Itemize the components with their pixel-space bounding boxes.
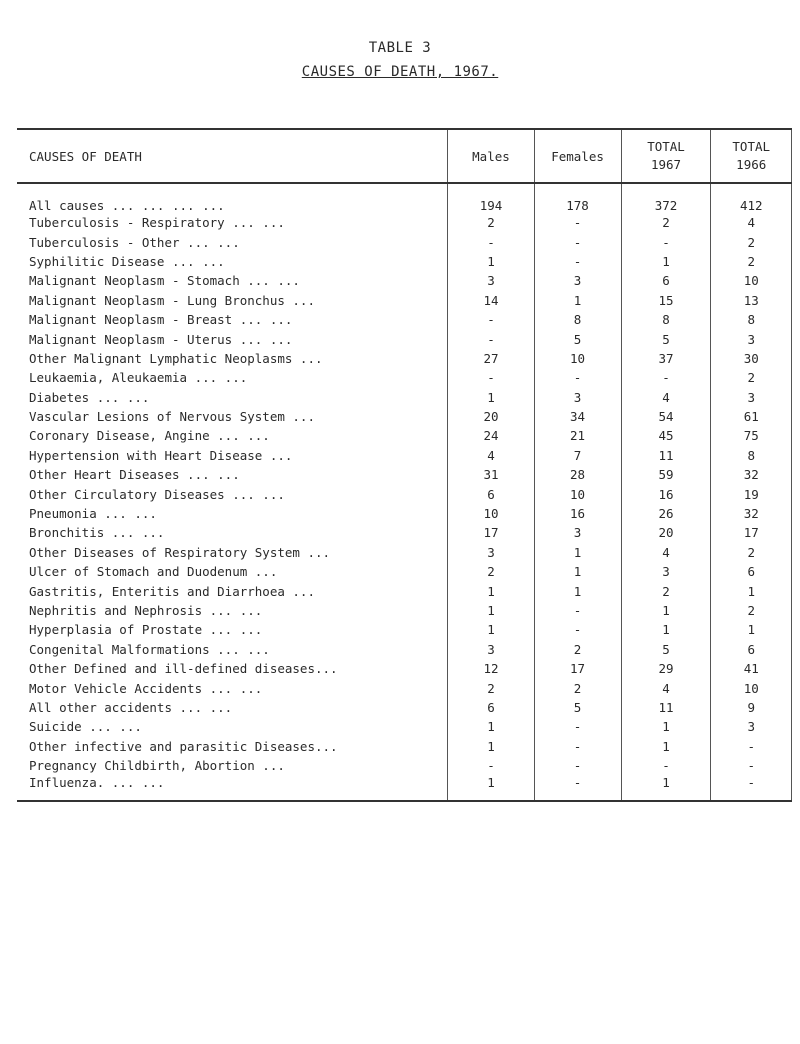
total-1967-cell: 1 [621,737,711,756]
females-cell: 2 [534,678,621,697]
males-cell: 6 [448,698,534,717]
cause-cell: Gastritis, Enteritis and Diarrhoea ... [29,583,315,599]
cause-cell: Pneumonia ... ... [29,506,157,522]
females-cell: 21 [534,426,621,445]
females-cell: 1 [534,291,621,310]
females-cell: - [534,756,621,775]
total-1966-cell: 1 [711,620,792,639]
table-row [17,601,792,620]
total-1966-cell: - [711,775,792,801]
males-cell: 1 [448,737,534,756]
total-1966-cell: 10 [711,271,792,290]
females-cell: 34 [534,407,621,426]
table-row [17,698,792,717]
total-1966-cell: 30 [711,349,792,368]
total-1966-cell: 3 [711,388,792,407]
total-1967-cell: 15 [621,291,711,310]
females-cell: - [534,717,621,736]
cause-cell: Tuberculosis - Other ... ... [29,234,240,250]
total-1966-cell: 3 [711,329,792,348]
table-row [17,737,792,756]
females-cell: 1 [534,562,621,581]
females-cell: 3 [534,388,621,407]
cause-cell: Malignant Neoplasm - Stomach ... ... [29,273,300,289]
males-cell: 31 [448,465,534,484]
cause-cell: All causes ... ... ... ... [29,198,225,213]
total-1966-cell: 6 [711,562,792,581]
cause-cell: Other infective and parasitic Diseases... [29,738,338,754]
table-number: TABLE 3 [368,40,432,56]
total-1966-cell: 4 [711,213,792,232]
males-cell: - [448,368,534,387]
table-row [17,504,792,523]
cause-cell: Vascular Lesions of Nervous System ... [29,409,315,425]
males-cell: 6 [448,484,534,503]
males-cell: - [448,232,534,251]
total-1967-cell: 4 [621,543,711,562]
total-1967-cell: - [621,232,711,251]
males-cell: 1 [448,252,534,271]
females-cell: - [534,737,621,756]
males-cell: 20 [448,407,534,426]
males-cell: - [448,756,534,775]
total-1966-cell: 41 [711,659,792,678]
total-1966-cell: 2 [711,368,792,387]
total-1966-cell: 1 [711,581,792,600]
females-cell: - [534,620,621,639]
cause-cell: Malignant Neoplasm - Breast ... ... [29,312,293,328]
females-cell: 8 [534,310,621,329]
total-1967-cell: 5 [621,329,711,348]
total-1967-cell: 4 [621,388,711,407]
males-cell: 27 [448,349,534,368]
total-1967-cell: 16 [621,484,711,503]
total-1966-cell: - [711,756,792,775]
cause-cell: Influenza. ... ... [17,775,448,801]
total-1967-cell: 26 [621,504,711,523]
table-row [17,446,792,465]
table-row [17,543,792,562]
males-cell: 2 [448,562,534,581]
table-row [17,329,792,348]
total-1967-cell: 8 [621,310,711,329]
total-1967-cell: 1 [621,620,711,639]
cause-cell: Hyperplasia of Prostate ... ... [29,622,263,638]
total-1967-cell: 1 [621,775,711,801]
cause-cell: Pregnancy Childbirth, Abortion ... [29,758,285,774]
females-cell: 17 [534,659,621,678]
table-row [17,562,792,581]
total-1967-cell: 1 [621,601,711,620]
table-row [17,183,792,213]
females-cell: 5 [534,698,621,717]
total-1966-cell: 61 [711,407,792,426]
table-row [17,620,792,639]
table-row [17,252,792,271]
cause-cell: Other Diseases of Respiratory System ... [29,544,331,560]
cause-cell: Nephritis and Nephrosis ... ... [29,603,263,618]
cause-cell: Congenital Malformations ... ... [29,641,270,657]
total-1967-cell: 3 [621,562,711,581]
total-1966-cell: 2 [711,232,792,251]
table-row [17,388,792,407]
females-cell: 1 [534,543,621,562]
cause-cell: Hypertension with Heart Disease ... [29,447,293,463]
header-row [17,129,792,183]
cause-cell: Leukaemia, Aleukaemia ... ... [29,370,248,386]
total-1967-cell: 2 [621,581,711,600]
table-row [17,581,792,600]
males-cell: 17 [448,523,534,542]
total-1967-cell: 1 [621,252,711,271]
total-1966-cell: - [711,737,792,756]
cause-cell: Malignant Neoplasm - Uterus ... ... [29,331,293,347]
total-1967-cell: 11 [621,698,711,717]
table-row [17,523,792,542]
total-1967-cell: 4 [621,678,711,697]
total-1967-cell: 2 [621,213,711,232]
females-cell: 7 [534,446,621,465]
males-cell: - [448,329,534,348]
total-1967-cell: 372 [621,183,711,213]
females-cell: 10 [534,349,621,368]
males-cell: 4 [448,446,534,465]
table-row [17,659,792,678]
cause-cell: Diabetes ... ... [29,389,150,405]
cause-cell: Other Malignant Lymphatic Neoplasms ... [29,350,323,366]
table-row [17,271,792,290]
cause-cell: Other Heart Diseases ... ... [29,467,240,483]
males-cell: 1 [448,620,534,639]
cause-cell: Other Circulatory Diseases ... ... [29,486,285,502]
total-1967-cell: 54 [621,407,711,426]
males-cell: 2 [448,678,534,697]
header-total-1967: TOTAL 1967 [621,129,711,183]
table-row [17,232,792,251]
table-row [17,484,792,503]
total-1966-cell: 3 [711,717,792,736]
total-1967-cell: 29 [621,659,711,678]
cause-cell: Malignant Neoplasm - Lung Bronchus ... [29,292,315,308]
males-cell: 12 [448,659,534,678]
table-row [17,368,792,387]
header-total-1966: TOTAL 1966 [711,129,792,183]
total-1966-cell: 17 [711,523,792,542]
header-females: Females [534,129,621,183]
total-1967-cell: 6 [621,271,711,290]
causes-of-death-table [17,128,792,802]
cause-cell: Ulcer of Stomach and Duodenum ... [29,564,278,580]
total-1967-cell: 5 [621,640,711,659]
females-cell: 3 [534,523,621,542]
total-1966-cell: 8 [711,446,792,465]
females-cell: 3 [534,271,621,290]
total-1967-cell: 20 [621,523,711,542]
total-1967-cell: 11 [621,446,711,465]
total-1966-cell: 412 [711,183,792,213]
total-1966-cell: 10 [711,678,792,697]
females-cell: 178 [534,183,621,213]
total-1966-cell: 19 [711,484,792,503]
males-cell: - [448,310,534,329]
total-1966-cell: 32 [711,504,792,523]
total-1966-cell: 9 [711,698,792,717]
total-1966-cell: 75 [711,426,792,445]
males-cell: 3 [448,543,534,562]
males-cell: 1 [448,601,534,620]
cause-cell: All other accidents ... ... [29,699,233,715]
cause-cell: Bronchitis ... ... [29,525,165,541]
cause-cell: Suicide ... ... [29,719,142,735]
table-row [17,426,792,445]
cause-cell: Motor Vehicle Accidents ... ... [29,680,263,696]
males-cell: 2 [448,213,534,232]
header-males: Males [448,129,534,183]
table-row [17,349,792,368]
table-row [17,717,792,736]
cause-cell: Syphilitic Disease ... ... [29,253,225,269]
table-row [17,775,792,801]
males-cell: 14 [448,291,534,310]
table-row [17,678,792,697]
males-cell: 24 [448,426,534,445]
males-cell: 3 [448,640,534,659]
total-1966-cell: 2 [711,601,792,620]
total-1966-cell: 2 [711,543,792,562]
males-cell: 10 [448,504,534,523]
total-1966-cell: 8 [711,310,792,329]
table-row [17,465,792,484]
table-title: CAUSES OF DEATH, 1967. [301,64,499,80]
header-cause: CAUSES OF DEATH [17,129,448,183]
females-cell: 5 [534,329,621,348]
total-1967-cell: 37 [621,349,711,368]
total-1967-cell: - [621,368,711,387]
females-cell: - [534,601,621,620]
total-1966-cell: 32 [711,465,792,484]
females-cell: - [534,252,621,271]
cause-cell: Tuberculosis - Respiratory ... ... [29,215,285,231]
males-cell: 194 [448,183,534,213]
table-row [17,640,792,659]
total-1967-cell: - [621,756,711,775]
total-1966-cell: 6 [711,640,792,659]
table-row [17,756,792,775]
table-row [17,407,792,426]
females-cell: - [534,368,621,387]
females-cell: 1 [534,581,621,600]
table-row [17,213,792,232]
females-cell: 28 [534,465,621,484]
table-row [17,310,792,329]
females-cell: 2 [534,640,621,659]
males-cell: 1 [448,581,534,600]
total-1966-cell: 13 [711,291,792,310]
females-cell: - [534,213,621,232]
males-cell: 1 [448,388,534,407]
cause-cell: Other Defined and ill-defined diseases... [29,661,338,677]
females-cell: 10 [534,484,621,503]
total-1966-cell: 2 [711,252,792,271]
total-1967-cell: 1 [621,717,711,736]
males-cell: 1 [448,717,534,736]
total-1967-cell: 45 [621,426,711,445]
females-cell: - [534,232,621,251]
table-row [17,291,792,310]
females-cell: - [534,775,621,801]
males-cell: 3 [448,271,534,290]
total-1967-cell: 59 [621,465,711,484]
females-cell: 16 [534,504,621,523]
cause-cell: Coronary Disease, Angine ... ... [29,428,270,444]
males-cell: 1 [448,775,534,801]
